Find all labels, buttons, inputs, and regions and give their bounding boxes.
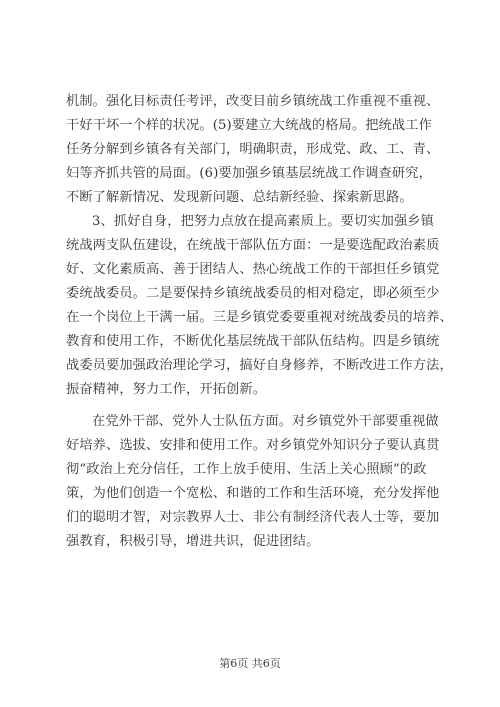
paragraph-2-line-1: 3、抓好自身，把努力点放在提高素质上。要切实加强乡镇 — [92, 214, 434, 229]
paragraph-3-line-5: 们的聪明才智，对宗教界人士、非公有制经济代表人士等，要加 — [66, 510, 440, 525]
paragraph-2-line-2: 统战两支队伍建设，在统战干部队伍方面：一是要选配政治素质 — [66, 238, 440, 253]
paragraph-2-line-8: 振奋精神，努力工作，开拓创新。 — [66, 382, 267, 397]
paragraph-3-line-1: 在党外干部、党外人士队伍方面。对乡镇党外干部要重视做 — [92, 414, 439, 429]
paragraph-3-line-6: 强教育，积极引导，增进共识，促进团结。 — [66, 534, 320, 549]
body-text — [66, 90, 453, 554]
page-footer — [0, 655, 500, 671]
paragraph-2-line-3: 好、文化素质高、善于团结人、热心统战工作的干部担任乡镇党 — [66, 262, 440, 277]
paragraph-1-line-3: 任务分解到乡镇各有关部门，明确职责，形成党、政、工、青、 — [66, 142, 440, 157]
paragraph-3-line-4: 策，为他们创造一个宽松、和谐的工作和生活环境，充分发挥他 — [66, 486, 440, 501]
page-number: 第6页 共6页 — [219, 657, 281, 670]
paragraph-2-line-6: 教育和使用工作，不断优化基层统战干部队伍结构。四是乡镇统 — [66, 334, 440, 349]
paragraph-1-line-1: 机制。强化目标责任考评，改变目前乡镇统战工作重视不重视、 — [66, 94, 440, 109]
paragraph-3-line-2: 好培养、选拔、安排和使用工作。对乡镇党外知识分子要认真贯 — [66, 438, 440, 453]
paragraph-spacing — [66, 402, 448, 410]
paragraph-1-line-4: 妇等齐抓共管的局面。(6)要加强乡镇基层统战工作调查研究， — [66, 166, 432, 181]
paragraph-1-line-5: 不断了解新情况、发现新问题、总结新经验、探索新思路。 — [66, 190, 413, 205]
paragraph-2-line-4: 委统战委员。二是要保持乡镇统战委员的相对稳定，即必须至少 — [66, 286, 440, 301]
paragraph-3-line-3: 彻“政治上充分信任，工作上放手使用、生活上关心照顾”的政 — [66, 462, 427, 477]
paragraph-2-line-5: 在一个岗位上干满一届。三是乡镇党委要重视对统战委员的培养、 — [66, 310, 453, 325]
paragraph-1-line-2: 干好干坏一个样的状况。(5)要建立大统战的格局。把统战工作 — [66, 118, 432, 133]
paragraph-2-line-7: 战委员要加强政治理论学习，搞好自身修养，不断改进工作方法， — [66, 358, 453, 373]
